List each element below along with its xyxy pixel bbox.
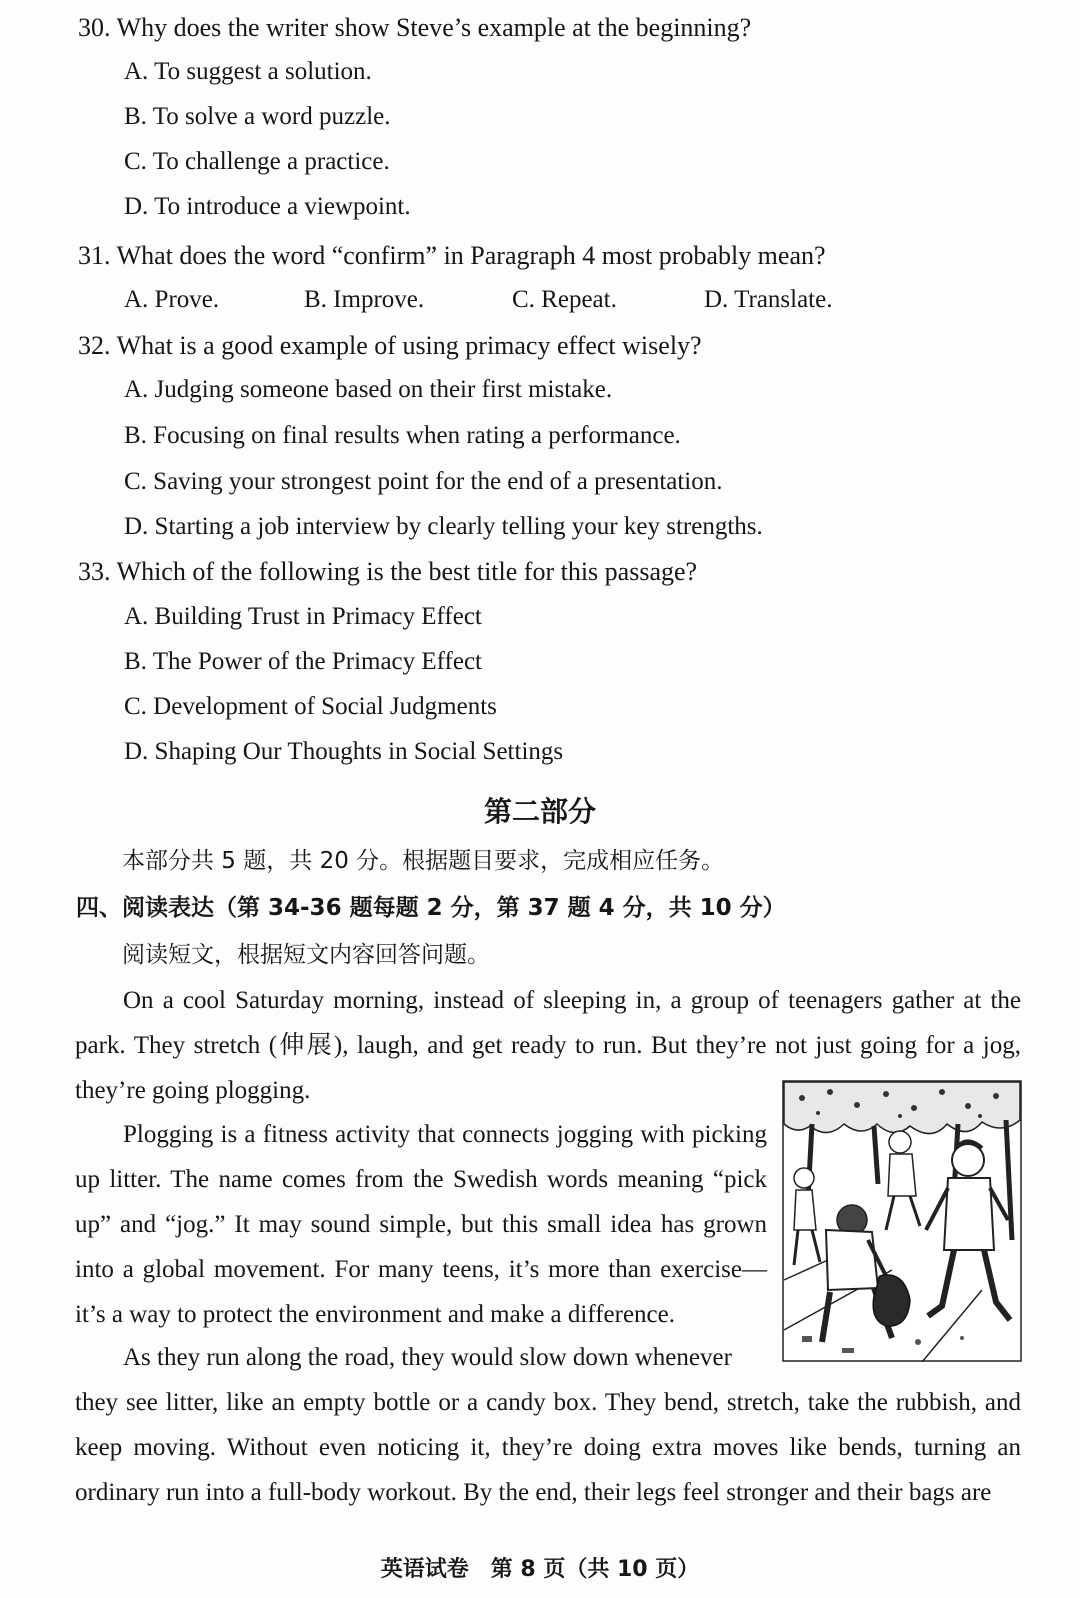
- passage-paragraph-1: On a cool Saturday morning, instead of sleeping in, a group of teenagers gather at the park. They stretch (伸展), laugh, and get ready to run. But they’re not just going for a jog, they’re going plogging.: [75, 987, 1021, 1104]
- question-30-option-b: B. To solve a word puzzle.: [124, 103, 391, 130]
- question-31-option-c: C. Repeat.: [512, 286, 617, 313]
- part-two-intro: 本部分共 5 题，共 20 分。根据题目要求，完成相应任务。: [122, 848, 725, 874]
- question-32-option-c: C. Saving your strongest point for the end of a presentation.: [124, 468, 723, 495]
- question-30-option-c: C. To challenge a practice.: [124, 148, 390, 175]
- passage-paragraph-2: Plogging is a fitness activity that connects jogging with picking up litter. The name comes from the Swedish words meaning “pick up” and “jog.” It may sound simple, but this small idea has grown into a global movement. For many teens, it’s more than exercise—it’s a way to protect the environment and make a difference.: [75, 1121, 767, 1328]
- question-31-option-a: A. Prove.: [124, 286, 220, 313]
- question-30-option-d: D. To introduce a viewpoint.: [124, 193, 411, 220]
- question-32-option-b: B. Focusing on final results when rating a performance.: [124, 422, 681, 449]
- passage-paragraph-3-rest: they see litter, like an empty bottle or a candy box. They bend, stretch, take the rubbish, and keep moving. Without even noticing it, they’re doing extra moves like bends, turning an ordinary run into a full-body workout. By the end, their legs feel stronger and their bags are: [75, 1389, 1021, 1506]
- question-32-stem: 32. What is a good example of using primacy effect wisely?: [78, 331, 702, 360]
- reading-instruction: 阅读短文，根据短文内容回答问题。: [122, 942, 490, 968]
- passage-paragraph-3-start: As they run along the road, they would slow down whenever: [123, 1344, 732, 1371]
- question-31-option-b: B. Improve.: [304, 286, 425, 313]
- section-four-title: 四、阅读表达（第 34-36 题每题 2 分，第 37 题 4 分，共 10 分）: [76, 895, 786, 921]
- question-33-option-a: A. Building Trust in Primacy Effect: [124, 603, 482, 630]
- part-two-heading: 第二部分: [483, 795, 596, 828]
- question-33-option-c: C. Development of Social Judgments: [124, 693, 497, 720]
- plogging-illustration: [782, 1080, 1022, 1362]
- question-32-option-d: D. Starting a job interview by clearly telling your key strengths.: [124, 513, 763, 540]
- question-33-stem: 33. Which of the following is the best title for this passage?: [78, 557, 698, 586]
- question-33-option-d: D. Shaping Our Thoughts in Social Settings: [124, 738, 564, 765]
- question-30-option-a: A. To suggest a solution.: [124, 58, 372, 85]
- question-30-stem: 30. Why does the writer show Steve’s example at the beginning?: [78, 13, 752, 42]
- question-33-option-b: B. The Power of the Primacy Effect: [124, 648, 483, 675]
- question-31-stem: 31. What does the word “confirm” in Paragraph 4 most probably mean?: [78, 241, 826, 270]
- plogging-illustration-drawing: [782, 1080, 1022, 1362]
- question-31-option-d: D. Translate.: [704, 286, 833, 313]
- page-footer: 英语试卷 第 8 页（共 10 页）: [380, 1557, 700, 1582]
- question-32-option-a: A. Judging someone based on their first mistake.: [124, 376, 613, 403]
